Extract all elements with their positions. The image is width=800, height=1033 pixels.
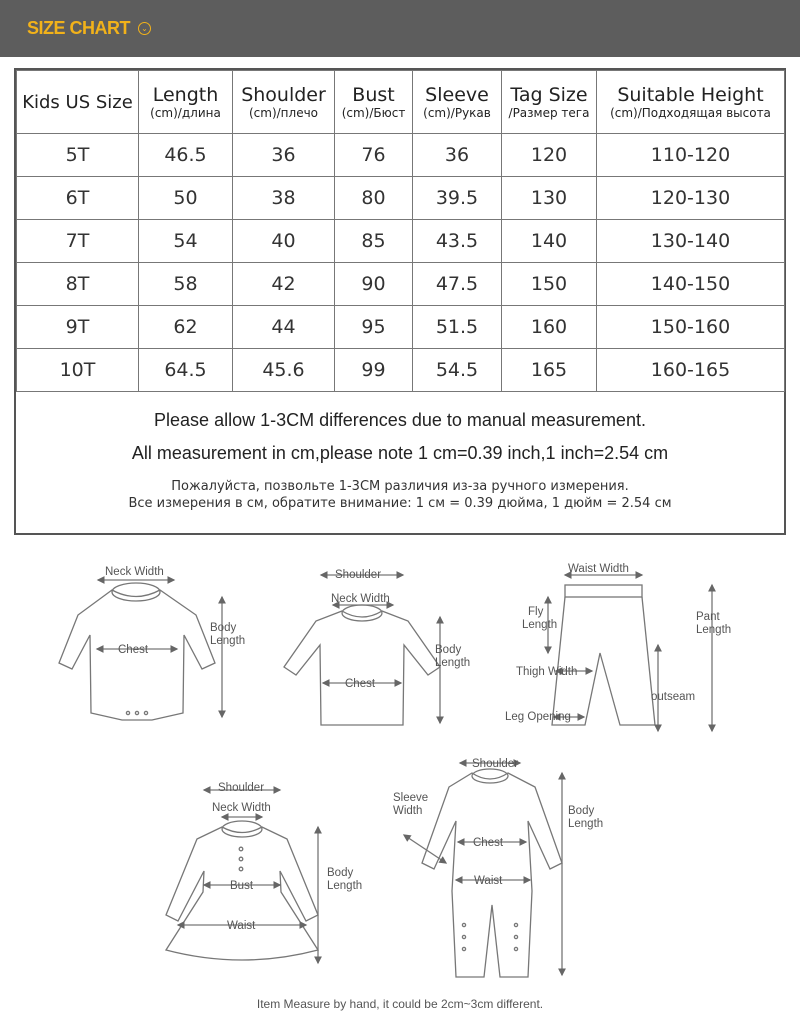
table-row xyxy=(17,349,785,392)
pants-pant-length-label: Length xyxy=(696,624,732,636)
table-cell: 46.5 xyxy=(139,134,233,177)
dress-shoulder-label: Shoulder xyxy=(218,782,265,794)
top-length-label: Length xyxy=(435,657,471,669)
header-sleeve: Sleeve (cm)/Рукав xyxy=(413,71,502,134)
note-conversion-ru: Все измерения в см, обратите внимание: 1 см = 0.39 дюйма, 1 дюйм = 2.54 см xyxy=(128,496,672,511)
table-cell: 5T xyxy=(17,134,139,177)
table-cell: 130 xyxy=(502,177,597,220)
table-cell: 64.5 xyxy=(139,349,233,392)
top-neck-width-label: Neck Width xyxy=(331,593,390,605)
romper-length-label: Length xyxy=(568,818,604,830)
table-row xyxy=(17,263,785,306)
dress-diagram xyxy=(166,790,318,963)
header-suitable-height: Suitable Height (cm)/Подходящая высота xyxy=(597,71,785,134)
table-cell: 62 xyxy=(139,306,233,349)
romper-shoulder-label: Shoulder xyxy=(472,758,519,770)
top-body-label: Body xyxy=(435,644,462,656)
table-cell: 51.5 xyxy=(413,306,502,349)
table-cell: 36 xyxy=(413,134,502,177)
table-cell: 42 xyxy=(233,263,335,306)
table-cell: 54 xyxy=(139,220,233,263)
table-cell: 140 xyxy=(502,220,597,263)
table-cell: 160-165 xyxy=(597,349,785,392)
table-cell: 140-150 xyxy=(597,263,785,306)
pants-leg-opening-label: Leg Opening xyxy=(505,711,571,723)
table-cell: 85 xyxy=(335,220,413,263)
dress-neck-width-label: Neck Width xyxy=(212,802,271,814)
table-cell: 110-120 xyxy=(597,134,785,177)
dress-body-label: Body xyxy=(327,867,354,879)
header-bust: Bust (cm)/Бюст xyxy=(335,71,413,134)
header-size: Kids US Size xyxy=(17,71,139,134)
top-chest-label: Chest xyxy=(345,678,376,690)
table-cell: 99 xyxy=(335,349,413,392)
table-cell: 43.5 xyxy=(413,220,502,263)
table-header-row xyxy=(17,71,785,134)
romper-body-label: Body xyxy=(568,805,595,817)
note-allowance-en: Please allow 1-3CM differences due to manual measurement. xyxy=(154,410,646,430)
pants-diagram xyxy=(548,575,712,731)
pants-fly-label: Fly xyxy=(528,606,544,618)
table-cell: 54.5 xyxy=(413,349,502,392)
footer-note: Item Measure by hand, it could be 2cm~3cm different. xyxy=(256,997,544,1011)
size-chart-box xyxy=(14,68,786,535)
table-cell: 150 xyxy=(502,263,597,306)
table-cell: 95 xyxy=(335,306,413,349)
romper-width-label: Width xyxy=(393,805,423,817)
bodysuit-neck-width-label: Neck Width xyxy=(105,566,164,578)
top-shoulder-label: Shoulder xyxy=(335,569,382,581)
dress-waist-label: Waist xyxy=(227,920,256,932)
bodysuit-length-label: Length xyxy=(210,635,246,647)
pants-outseam-label: outseam xyxy=(651,691,696,703)
table-cell: 80 xyxy=(335,177,413,220)
size-table xyxy=(16,70,785,392)
table-cell: 45.6 xyxy=(233,349,335,392)
table-cell: 44 xyxy=(233,306,335,349)
measurement-diagrams xyxy=(0,545,800,1033)
table-row xyxy=(17,134,785,177)
table-row xyxy=(17,306,785,349)
table-cell: 160 xyxy=(502,306,597,349)
table-cell: 40 xyxy=(233,220,335,263)
table-cell: 7T xyxy=(17,220,139,263)
table-row xyxy=(17,177,785,220)
table-cell: 10T xyxy=(17,349,139,392)
chevron-circle-icon: ⌄ xyxy=(138,22,151,35)
header-shoulder: Shoulder (cm)/плечо xyxy=(233,71,335,134)
table-cell: 120 xyxy=(502,134,597,177)
table-cell: 76 xyxy=(335,134,413,177)
header-bar xyxy=(0,0,800,57)
table-cell: 90 xyxy=(335,263,413,306)
table-cell: 120-130 xyxy=(597,177,785,220)
pants-thigh-width-label: Thigh Width xyxy=(516,666,578,678)
romper-chest-label: Chest xyxy=(473,837,504,849)
pants-pant-label: Pant xyxy=(696,611,720,623)
romper-waist-label: Waist xyxy=(474,875,503,887)
table-cell: 130-140 xyxy=(597,220,785,263)
table-cell: 165 xyxy=(502,349,597,392)
table-cell: 6T xyxy=(17,177,139,220)
romper-sleeve-label: Sleeve xyxy=(393,792,429,804)
table-cell: 36 xyxy=(233,134,335,177)
table-row xyxy=(17,220,785,263)
dress-length-label: Length xyxy=(327,880,363,892)
table-cell: 8T xyxy=(17,263,139,306)
pants-waist-width-label: Waist Width xyxy=(568,563,629,575)
table-cell: 150-160 xyxy=(597,306,785,349)
bodysuit-body-label: Body xyxy=(210,622,237,634)
header-tag-size: Tag Size /Размер тега xyxy=(502,71,597,134)
bodysuit-chest-label: Chest xyxy=(118,644,149,656)
note-allowance-ru: Пожалуйста, позвольте 1-3CM различия из-за ручного измерения. xyxy=(171,479,629,494)
table-cell: 9T xyxy=(17,306,139,349)
table-cell: 39.5 xyxy=(413,177,502,220)
table-cell: 38 xyxy=(233,177,335,220)
table-cell: 47.5 xyxy=(413,263,502,306)
table-cell: 50 xyxy=(139,177,233,220)
dress-bust-label: Bust xyxy=(230,880,254,892)
pants-fly-length-label: Length xyxy=(522,619,558,631)
page-title: SIZE CHART xyxy=(27,18,130,38)
header-length: Length (cm)/длина xyxy=(139,71,233,134)
note-conversion-en: All measurement in cm,please note 1 cm=0.39 inch,1 inch=2.54 cm xyxy=(131,443,669,463)
measurement-notes xyxy=(16,388,784,512)
table-cell: 58 xyxy=(139,263,233,306)
